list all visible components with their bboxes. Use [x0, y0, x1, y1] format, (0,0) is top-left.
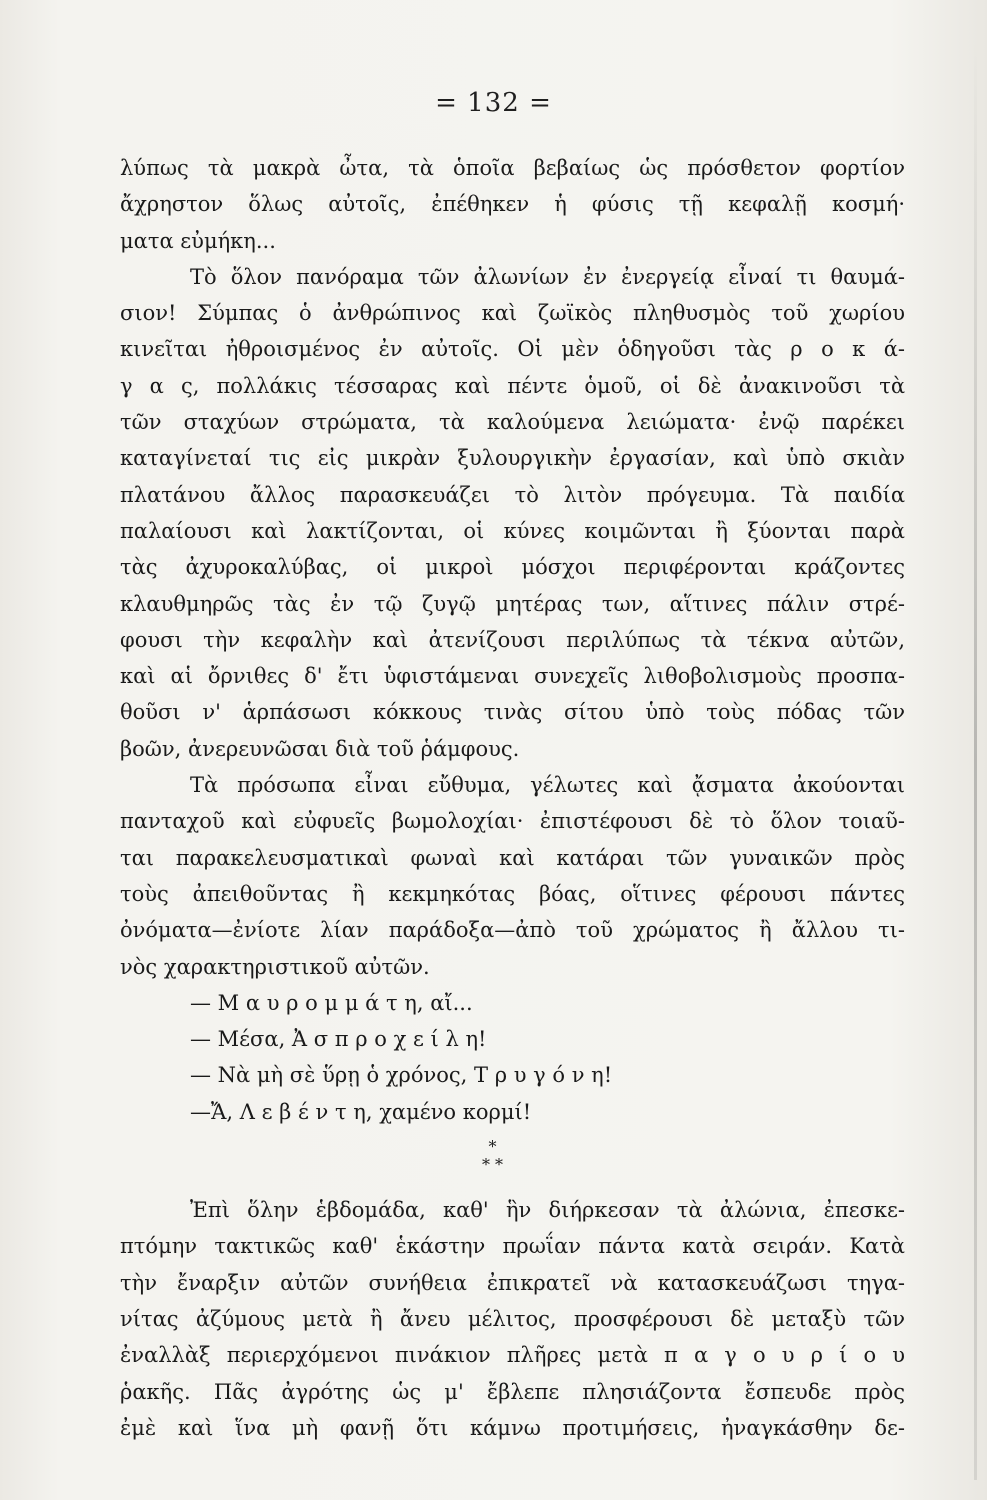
paragraph-1: [120, 150, 905, 259]
page-spine-shadow: [974, 40, 977, 1480]
text-line: ῥακῆς. Πᾶς ἀγρότης ὡς μ' ἔβλεπε πλησιάζοντα ἔσπευδε πρὸς: [120, 1379, 905, 1404]
page-text: [120, 150, 905, 1446]
separator-top-star: *: [488, 1137, 497, 1157]
text-line: βοῶν, ἀνερευνῶσαι διὰ τοῦ ῥάμφους.: [120, 736, 520, 761]
text-line: ται παρακελευσματικαὶ φωναὶ καὶ κατάραι τῶν γυναικῶν πρὸς: [120, 845, 905, 870]
text-line: ἐναλλὰξ περιερχόμενοι πινάκιον πλῆρες μετὰ π α γ ο υ ρ ί ο υ: [120, 1343, 905, 1368]
text-line: φουσι τὴν κεφαλὴν καὶ ἀτενίζουσι περιλύπως τὰ τέκνα αὐτῶν,: [120, 627, 905, 652]
text-line: ἄχρηστον ὅλως αὐτοῖς, ἐπέθηκεν ἡ φύσις τῇ κεφαλῇ κοσμή·: [120, 192, 905, 217]
text-line: Τὸ ὅλον πανόραμα τῶν ἀλωνίων ἐν ἐνεργείᾳ εἶναί τι θαυμά-: [190, 264, 905, 289]
text-line: ματα εὐμήκη...: [120, 228, 276, 253]
text-line: ἐμὲ καὶ ἵνα μὴ φανῇ ὅτι κάμνω προτιμήσεις, ἠναγκάσθην δε-: [120, 1415, 905, 1440]
text-line: νίτας ἀζύμους μετὰ ἢ ἄνευ μέλιτος, προσφέρουσι δὲ μεταξὺ τῶν: [120, 1306, 905, 1331]
paragraph-3: [120, 767, 905, 985]
text-line: καὶ αἱ ὄρνιθες δ' ἔτι ὑφιστάμεναι συνεχεῖς λιθοβολισμοὺς προσπα-: [120, 664, 905, 689]
text-line: τὰς ἀχυροκαλύβας, οἱ μικροὶ μόσχοι περιφέρονται κράζοντες: [120, 555, 905, 580]
dialogue-line: —Ἄ, Λ ε β έ ν τ η, χαμένο κορμί!: [190, 1099, 532, 1124]
text-line: Ἐπὶ ὅλην ἑβδομάδα, καθ' ἣν διήρκεσαν τὰ ἀλώνια, ἐπεσκε-: [190, 1198, 905, 1223]
text-line: πτόμην τακτικῶς καθ' ἑκάστην πρωΐαν πάντα κατὰ σειράν. Κατὰ: [120, 1234, 905, 1259]
text-line: θοῦσι ν' ἁρπάσωσι κόκκους τινὰς σίτου ὑπὸ τοὺς πόδας τῶν: [120, 700, 905, 725]
text-line: τῶν σταχύων στρώματα, τὰ καλούμενα λειώματα· ἐνῷ παρέκει: [120, 410, 905, 435]
dialogue-line: — Μ α υ ρ ο μ μ ά τ η, αἴ...: [190, 990, 473, 1015]
dialogue-line: — Μέσα, Ἀ σ π ρ ο χ ε ί λ η!: [190, 1027, 487, 1052]
text-line: πλατάνου ἄλλος παρασκευάζει τὸ λιτὸν πρόγευμα. Τὰ παιδία: [120, 482, 905, 507]
text-line: ὀνόματα—ἐνίοτε λίαν παράδοξα—ἀπὸ τοῦ χρώματος ἢ ἄλλου τι-: [120, 918, 905, 943]
text-line: παλαίουσι καὶ λακτίζονται, οἱ κύνες κοιμῶνται ἢ ξύονται παρὰ: [120, 518, 905, 543]
text-line: τὴν ἔναρξιν αὐτῶν συνήθεια ἐπικρατεῖ νὰ κατασκευάζωσι τηγα-: [120, 1270, 905, 1295]
text-line: κλαυθμηρῶς τὰς ἐν τῷ ζυγῷ μητέρας των, αἵτινες πάλιν στρέ-: [120, 591, 905, 616]
dialogue-block: [120, 985, 905, 1130]
text-line: γ α ς, πολλάκις τέσσαρας καὶ πέντε ὁμοῦ, οἱ δὲ ἀνακινοῦσι τὰ: [120, 373, 905, 398]
paragraph-2: [120, 259, 905, 767]
text-line: Τὰ πρόσωπα εἶναι εὔθυμα, γέλωτες καὶ ᾄσματα ἀκούονται: [190, 773, 905, 798]
text-line: πανταχοῦ καὶ εὐφυεῖς βωμολοχίαι· ἐπιστέφουσι δὲ τὸ ὅλον τοιαῦ-: [120, 809, 905, 834]
text-line: νὸς χαρακτηριστικοῦ αὐτῶν.: [120, 954, 430, 979]
text-line: τοὺς ἀπειθοῦντας ἢ κεκμηκότας βόας, οἵτινες φέρουσι πάντες: [120, 881, 905, 906]
text-line: σιον! Σύμπας ὁ ἀνθρώπινος καὶ ζωϊκὸς πληθυσμὸς τοῦ χωρίου: [120, 301, 905, 326]
section-separator: [120, 1138, 905, 1174]
text-line: λύπως τὰ μακρὰ ὦτα, τὰ ὁποῖα βεβαίως ὡς πρόσθετον φορτίον: [120, 156, 905, 180]
text-line: καταγίνεταί τις εἰς μικρὰν ξυλουργικὴν ἐργασίαν, καὶ ὑπὸ σκιὰν: [120, 446, 905, 471]
page-number: = 132 =: [435, 88, 552, 118]
separator-bottom-stars: * *: [481, 1155, 504, 1175]
text-line: κινεῖται ἠθροισμένος ἐν αὐτοῖς. Οἱ μὲν ὁδηγοῦσι τὰς ρ ο κ ά-: [120, 337, 905, 362]
paragraph-final: [120, 1192, 905, 1446]
dialogue-line: — Νὰ μὴ σὲ ὕρῃ ὁ χρόνος, Τ ρ υ γ ό ν η!: [190, 1063, 613, 1088]
